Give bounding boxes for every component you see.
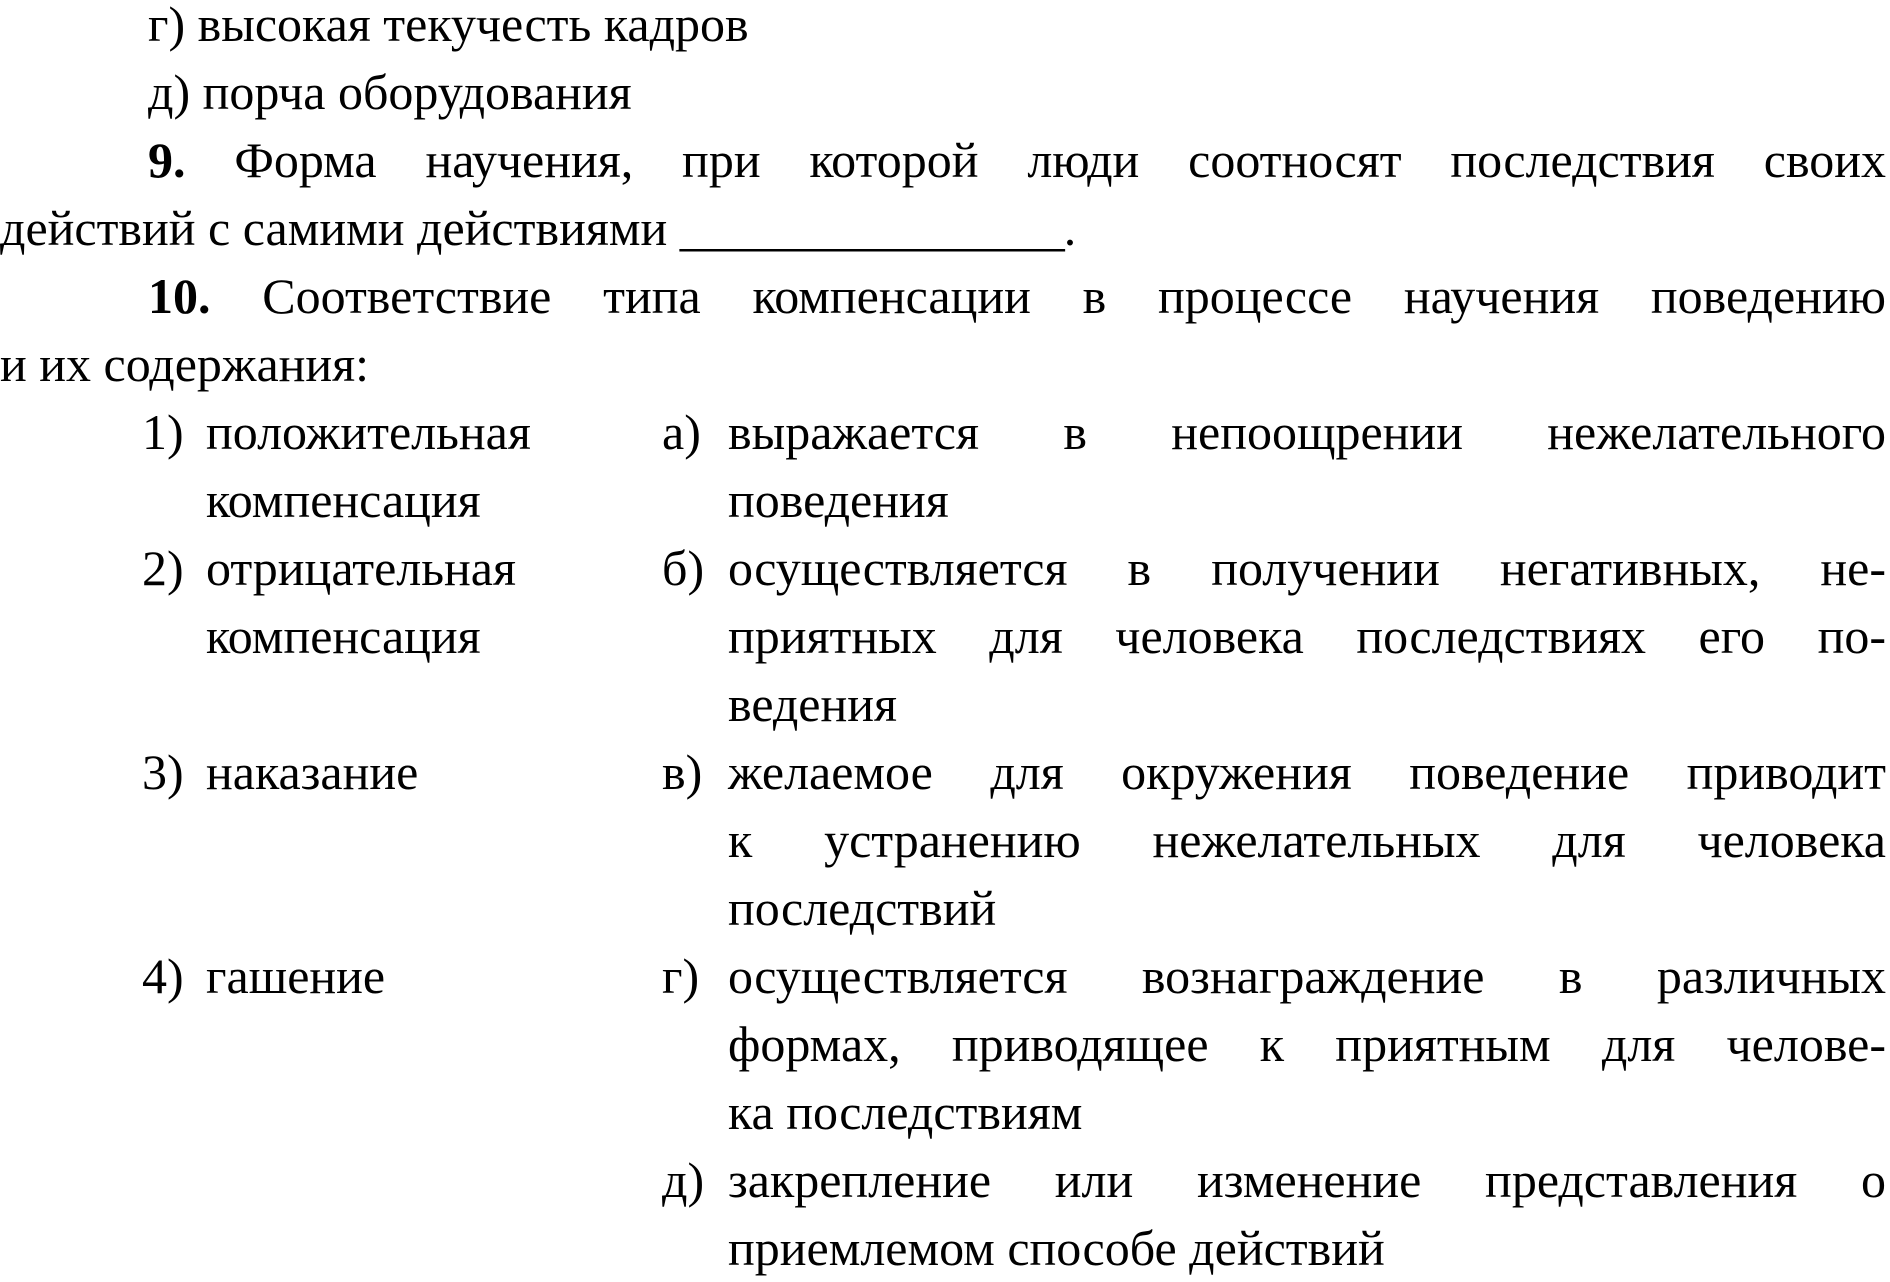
question-9-line-2 <box>0 194 1076 262</box>
question-10-text: Соответствие типа компенсации в процессе научения поведению <box>262 268 1887 324</box>
question-9-period: . <box>1063 200 1077 256</box>
left-item-2-line-2: компенсация <box>206 608 481 664</box>
right-item-d-line-2: приемлемом способе действий <box>728 1220 1385 1276</box>
right-item-v-line-1: желаемое для окружения поведение приводит <box>728 744 1886 800</box>
left-item-1-line-1: положительная <box>206 404 531 460</box>
question-9-number: 9. <box>148 132 186 188</box>
left-item-2-line-1: отрицательная <box>206 540 516 596</box>
left-item-4-line-1: гашение <box>206 948 386 1004</box>
right-item-b-line-1: осуществляется в получении негативных, не- <box>728 540 1886 596</box>
right-item-g-marker: г) <box>662 948 700 1004</box>
right-item-a-line-2: поведения <box>728 472 949 528</box>
right-item-v-line-3: последствий <box>728 880 997 936</box>
right-item-d-line-1: закрепление или изменение представления о <box>728 1152 1886 1208</box>
right-item-a-line-1: выражается в непоощрении нежелательного <box>728 404 1886 460</box>
left-item-1-line-2: компенсация <box>206 472 481 528</box>
option-g: г) высокая текучесть кадров <box>148 0 749 52</box>
left-item-3-marker: 3) <box>142 744 184 800</box>
left-item-2-marker: 2) <box>142 540 184 596</box>
right-item-b-marker: б) <box>662 540 705 596</box>
right-item-g-line-2: формах, приводящее к приятным для челове- <box>728 1016 1886 1072</box>
question-9-text-2: действий с самими действиями <box>0 200 668 256</box>
right-item-g-line-3: ка последствиям <box>728 1084 1083 1140</box>
option-d: д) порча оборудования <box>148 64 632 120</box>
left-item-4-marker: 4) <box>142 948 184 1004</box>
right-item-b-line-2: приятных для человека последствиях его по- <box>728 608 1886 664</box>
question-10-line-1 <box>148 262 1886 330</box>
question-9-answer-blank: ________________ <box>679 200 1064 256</box>
right-item-b-line-3: ведения <box>728 676 897 732</box>
question-9-line-1 <box>148 126 1886 194</box>
left-item-1-marker: 1) <box>142 404 184 460</box>
right-item-v-marker: в) <box>662 744 703 800</box>
right-item-g-line-1: осуществляется вознаграждение в различных <box>728 948 1886 1004</box>
right-item-d-marker: д) <box>662 1152 705 1208</box>
right-item-a-marker: а) <box>662 404 701 460</box>
right-item-v-line-2: к устранению нежелательных для человека <box>728 812 1886 868</box>
left-item-3-line-1: наказание <box>206 744 419 800</box>
question-9-text: Форма научения, при которой люди соотносят последствия своих <box>234 132 1886 188</box>
question-10-number: 10. <box>148 268 211 324</box>
question-10-line-2: и их содержания: <box>0 336 370 392</box>
